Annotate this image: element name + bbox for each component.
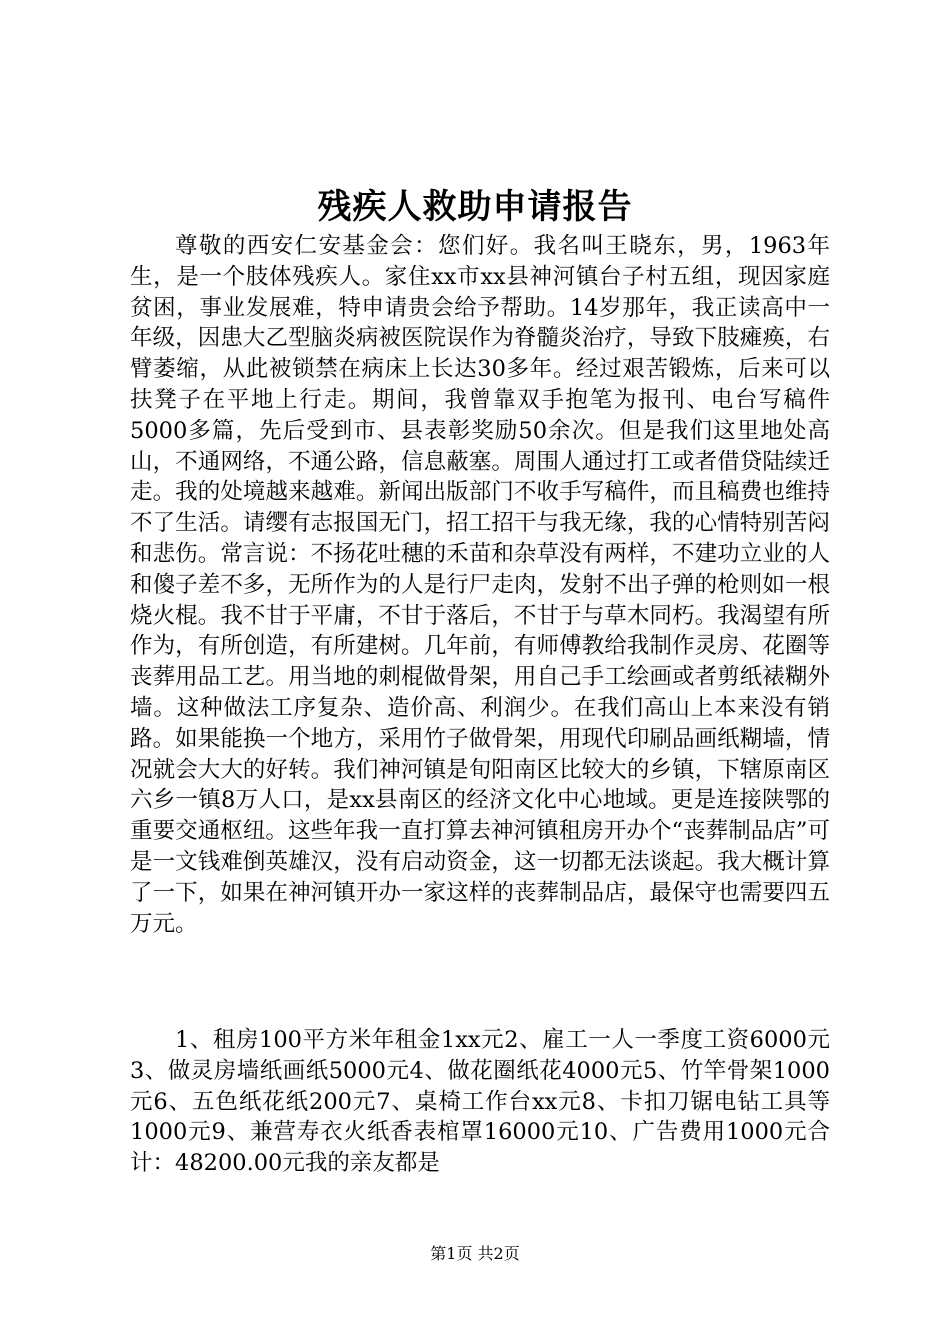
body-paragraph-2: 1、租房100平方米年租金1xx元2、雇工一人一季度工资6000元3、做灵房墙纸画纸5000元4、做花圈纸花4000元5、竹竿骨架1000元6、五色纸花纸200元7、桌椅工作台xx元8、卡扣刀锯电钻工具等1000元9、兼营寿衣火纸香表棺罩16000元10、广告费用1000元合计：48200.00元我的亲友都是 xyxy=(130,1027,830,1177)
page-footer: 第1页 共2页 xyxy=(430,1244,520,1263)
body-paragraph-1: 尊敬的西安仁安基金会：您们好。我名叫王晓东，男，1963年生，是一个肢体残疾人。家住xx市xx县神河镇台子村五组，现因家庭贫困，事业发展难，特申请贵会给予帮助。14岁那年，我正读高中一年级，因患大乙型脑炎病被医院误作为脊髓炎治疗，导致下肢瘫痪，右臂萎缩，从此被锁禁在病床上长达30多年。经过艰苦锻炼，后来可以扶凳子在平地上行走。期间，我曾靠双手抱笔为报刊、电台写稿件5000多篇，先后受到市、县表彰奖励50余次。但是我们这里地处高山，不通网络，不通公路，信息蔽塞。周围人通过打工或者借贷陆续迁走。我的处境越来越难。新闻出版部门不收手写稿件，而且稿费也维持不了生活。请缨有志报国无门，招工招干与我无缘，我的心情特别苦闷和悲伤。常言说：不扬花吐穗的禾苗和杂草没有两样，不建功立业的人和傻子差不多，无所作为的人是行尸走肉，发射不出子弹的枪则如一根烧火棍。我不甘于平庸，不甘于落后，不甘于与草木同朽。我渴望有所作为，有所创造，有所建树。几年前，有师傅教给我制作灵房、花圈等丧葬用品工艺。用当地的刺棍做骨架，用自己手工绘画或者剪纸裱糊外墙。这种做法工序复杂、造价高、利润少。在我们高山上本来没有销路。如果能换一个地方，采用竹子做骨架，用现代印刷品画纸糊墙，情况就会大大的好转。我们神河镇是旬阳南区比较大的乡镇，下辖原南区六乡一镇8万人口，是xx县南区的经济文化中心地域。更是连接陕鄂的重要交通枢纽。这些年我一直打算去神河镇租房开办个“丧葬制品店”可是一文钱难倒英雄汉，没有启动资金，这一切都无法谈起。我大概计算了一下，如果在神河镇开办一家这样的丧葬制品店，最保守也需要四五万元。 xyxy=(130,233,830,937)
document-title: 残疾人救助申请报告 xyxy=(317,187,633,227)
